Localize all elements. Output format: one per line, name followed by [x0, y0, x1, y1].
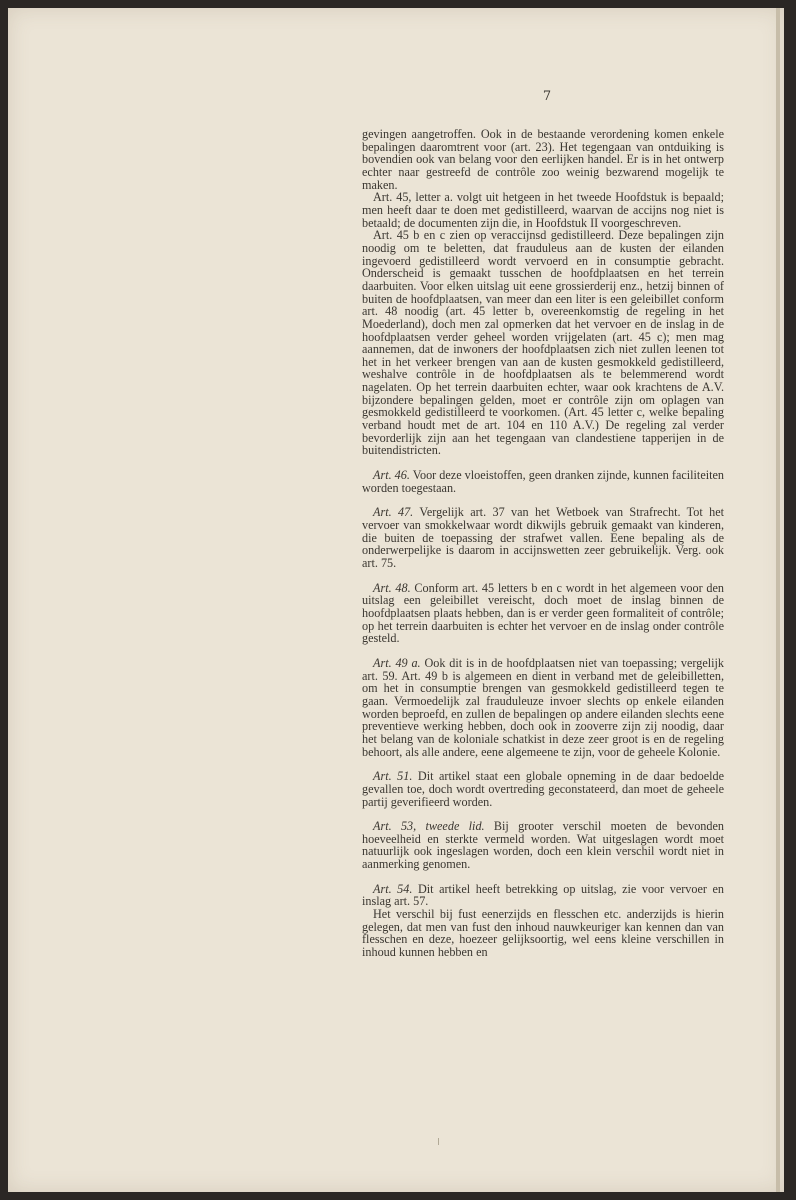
article-label: Art. 54. — [373, 881, 413, 896]
paragraph — [362, 770, 724, 808]
article-label: Art. 49 a. — [373, 655, 421, 670]
paragraph-text: Vergelijk art. 37 van het Wetboek van Strafrecht. Tot het vervoer van smokkelwaar wordt dikwijls gebruik gemaakt van kinderen, die buiten de toepassing der strafwet vallen. Eene bepaling als de onderwerpelijke is daarom in accijnswetten zeer gebruikelijk. Verg. ook art. 75. — [362, 505, 724, 570]
paragraph-text: Ook dit is in de hoofdplaatsen niet van toepassing; vergelijk art. 59. Art. 49 b is algemeen en dient in verband met de geleibilletten, om het in consumptie brengen van gesmokkeld gedistilleerd tegen te gaan. Vermoedelijk zal frauduleuze invoer slechts op enkele eilanden worden beproefd, en zullen de bepalingen op andere eilanden slechts eene preventieve werking hebben, doch ook in zooverre zijn zij noodig, daar het belang van de koloniale schatkist in deze zeer groot is en de regeling behoort, als alle andere, eene algemeene te zijn, voor de geheele Kolonie. — [362, 655, 725, 759]
paragraph-text: Conform art. 45 letters b en c wordt in het algemeen voor den uitslag een geleibillet vereischt, doch moet de inslag binnen de hoofdplaatsen plaats hebben, dan is er verder geen formaliteit of contrôle; op het terrein daarbuiten is echter het vervoer en de inslag onder contrôle gesteld. — [362, 580, 725, 646]
paragraph-text: Dit artikel heeft betrekking op uitslag, zie voor vervoer en inslag art. 57. — [362, 881, 724, 909]
paragraph-text: gevingen aangetroffen. Ook in de bestaande verordening komen enkele bepalingen daaromtrent voor (art. 23). Het tegengaan van ontduiking is bovendien ook van belang voor den eerlijken handel. Er is in het ontwerp echter naar gestreefd de contrôle zoo weinig bezwarend mogelijk te maken. — [362, 127, 724, 192]
article-label: Art. 53, tweede lid. — [373, 819, 485, 834]
paragraph — [362, 883, 724, 908]
paragraph-text: Het verschil bij fust eenerzijds en flesschen etc. anderzijds is hierin gelegen, dat men van fust den inhoud nauwkeuriger kan kennen dan van flesschen en deze, hoezeer gelijksoortig, wel eens kleine verschillen in inhoud kunnen hebben en — [362, 907, 724, 960]
article-label: Art. 47. — [373, 505, 414, 520]
paragraph — [362, 469, 724, 494]
paragraph — [362, 191, 724, 229]
paragraph — [362, 128, 724, 191]
article-label: Art. 51. — [373, 769, 413, 784]
paragraph — [362, 582, 724, 645]
article-label: Art. 46. — [373, 468, 410, 483]
paragraph-text: Art. 45, letter a. volgt uit hetgeen in het tweede Hoofdstuk is bepaald; men heeft daar te doen met gedistilleerd, waarvan de accijns nog niet is betaald; de documenten zijn die, in Hoofdstuk II voorgeschreven. — [362, 190, 724, 230]
page-number: 7 — [542, 89, 552, 104]
paragraph — [362, 908, 724, 959]
paper-blemish — [438, 1138, 439, 1145]
paragraph — [362, 506, 724, 569]
paragraph-text: Dit artikel staat een globale opneming in de daar bedoelde gevallen toe, doch wordt overtreding geconstateerd, dan moet de geheele partij geverifieerd worden. — [362, 769, 725, 809]
paragraph-text: Bij grooter verschil moeten de bevonden hoeveelheid en sterkte vermeld worden. Wat uitgeslagen wordt moet natuurlijk ook ingeslagen worden, doch een klein verschil wordt niet in aanmerking genomen. — [362, 819, 724, 872]
paragraph — [362, 229, 724, 457]
article-label: Art. 48. — [373, 580, 411, 595]
paragraph — [362, 820, 724, 871]
body-text — [362, 128, 724, 959]
page-edge — [776, 8, 780, 1192]
paragraph — [362, 657, 724, 758]
paragraph-text: Art. 45 b en c zien op veraccijnsd gedistilleerd. Deze bepalingen zijn noodig om te beletten, dat frauduleus aan de kusten der eilanden ingevoerd gedistilleerd wordt vervoerd en in consumptie gebracht. Onderscheid is gemaakt tusschen de hoofdplaatsen en het terrein daarbuiten. Voor elken uitslag uit eene grossierderij enz., hetzij binnen of buiten de hoofdplaatsen, van meer dan een liter is een geleibillet conform art. 48 noodig (art. 45 letter b, overeenkomstig de regeling in het Moederland), doch men zal opmerken dat het vervoer en de inslag in de hoofdplaatsen verder geheel worden vrijgelaten (art. 45 c); men mag aannemen, dat de inwoners der hoofdplaatsen zich niet zullen leenen tot het in het verkeer brengen van aan de kusten gesmokkeld gedistilleerd, weshalve contrôle in de hoofdplaatsen als te belemmerend wordt nagelaten. Op het terrein daarbuiten echter, waar ook krachtens de A.V. bijzondere bepalingen gelden, moet er contrôle zijn om oplagen van gesmokkeld gedistilleerd te voorkomen. (Art. 45 letter c, welke bepaling verband houdt met de art. 104 en 110 A.V.) De regeling zal verder bevorderlijk zijn aan het tegengaan van clandestiene tapperijen in de buitendistricten. — [362, 228, 724, 458]
paragraph-text: Voor deze vloeistoffen, geen dranken zijnde, kunnen faciliteiten worden toegestaan. — [362, 468, 725, 495]
